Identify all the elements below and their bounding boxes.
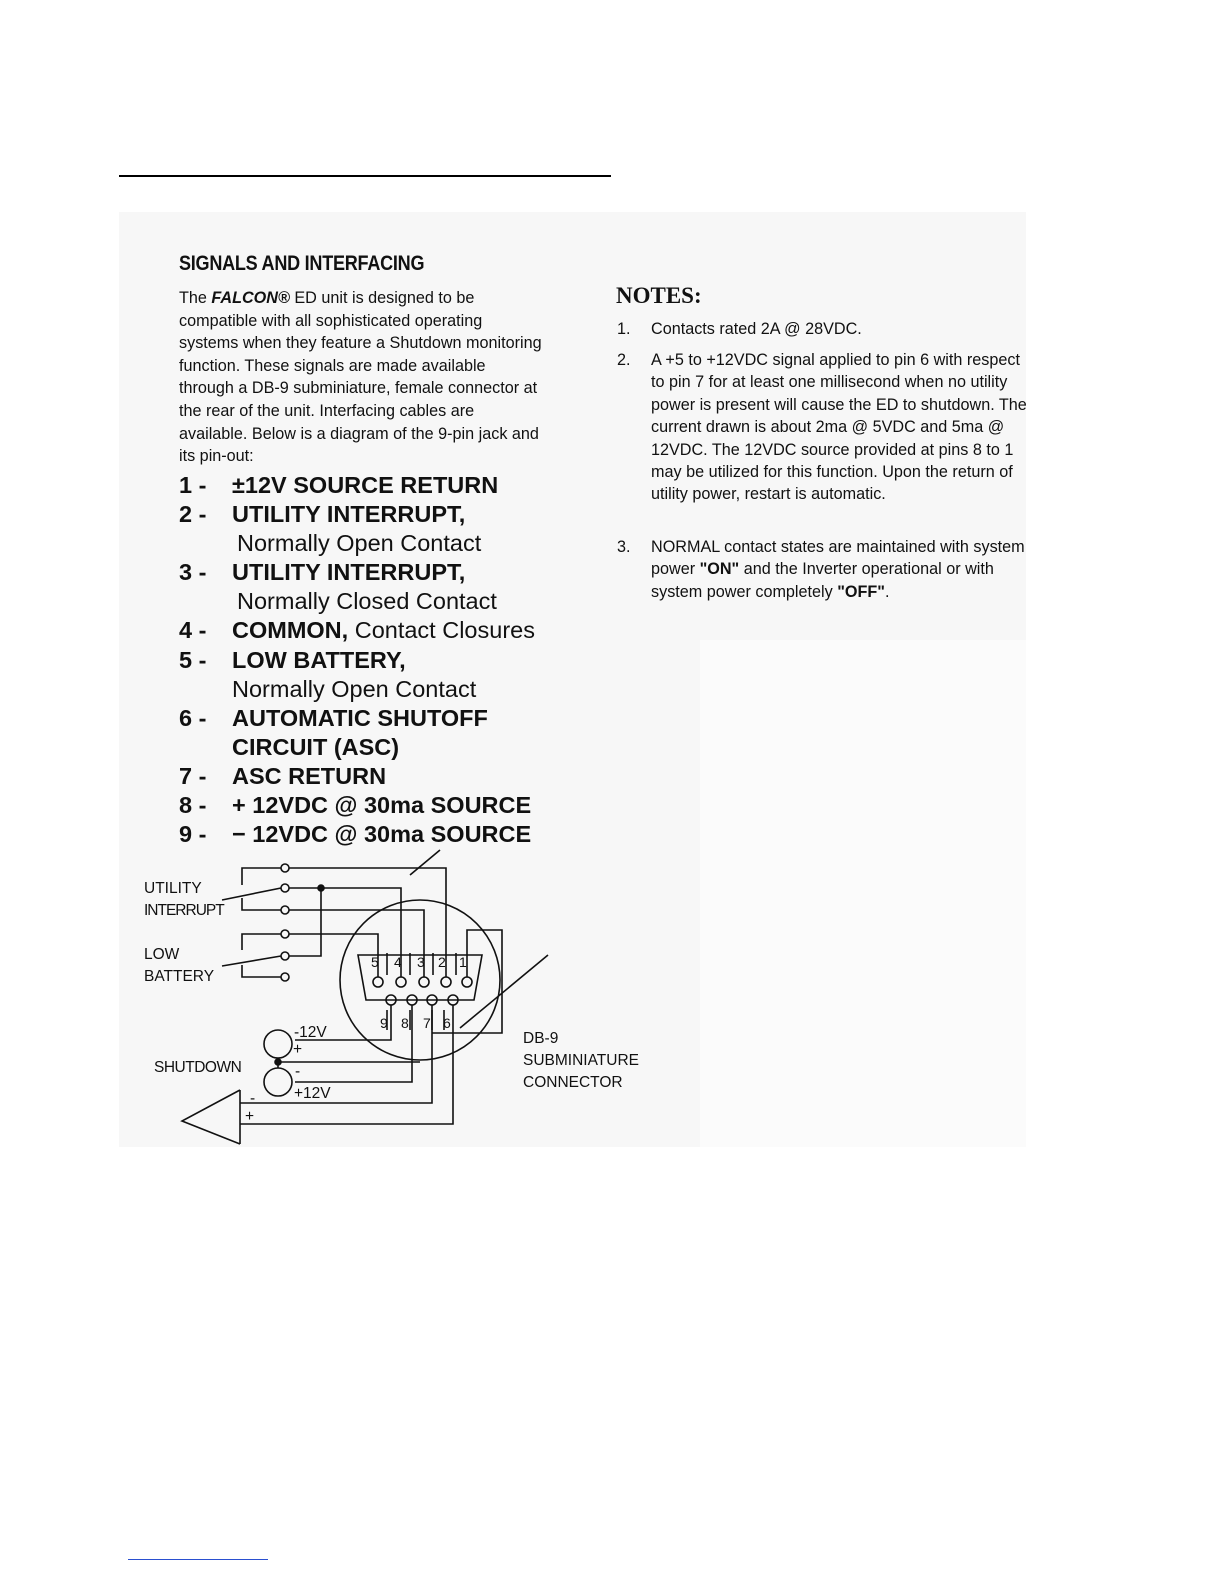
pin-label-6: 6: [443, 1015, 451, 1031]
battery-top-plus: +: [293, 1041, 303, 1058]
intro-paragraph: The FALCON® ED unit is designed to be compatible with all sophisticated operating systems when they feature a Shutdown monitoring function. These signals are made available through a DB-9 subminiature, female connector at the rear of the unit. Interfacing cables are available. Below is a diagram of the 9-pin jack and its pin-out:: [179, 289, 542, 466]
battery-bottom: [264, 1068, 292, 1096]
notes-title: NOTES:: [616, 283, 702, 308]
pin-label-1: 1: [459, 954, 467, 970]
plus-12v-label: +12V: [294, 1085, 331, 1102]
section-heading: SIGNALS AND INTERFACING: [179, 252, 425, 275]
pin-label-3: 3: [417, 954, 425, 970]
shutdown-minus: -: [250, 1090, 256, 1107]
battery-bottom-minus: -: [295, 1063, 301, 1080]
brand-name: FALCON®: [211, 289, 290, 307]
interrupt-label: INTERRUPT: [144, 902, 224, 919]
low-label: LOW: [144, 946, 180, 963]
pin-label-9: 9: [380, 1015, 388, 1031]
pin-label-2: 2: [438, 954, 446, 970]
minus-12v-label: -12V: [294, 1024, 327, 1041]
pin-label-4: 4: [394, 954, 402, 970]
battery-label: BATTERY: [144, 968, 215, 985]
connector-label-2: SUBMINIATURE: [523, 1052, 639, 1069]
wiring-diagram-lines: [130, 850, 710, 1150]
shutdown-label: SHUTDOWN: [154, 1059, 242, 1076]
shutdown-plus: +: [245, 1108, 255, 1125]
utility-label: UTILITY: [144, 880, 202, 897]
header-rule: [119, 175, 611, 177]
pin-label-5: 5: [371, 954, 379, 970]
connector-label-1: DB-9: [523, 1030, 559, 1047]
connector-label-3: CONNECTOR: [523, 1074, 623, 1091]
scan-fade-region: [700, 640, 1026, 1147]
footer-rule: [128, 1559, 268, 1560]
battery-top: [264, 1030, 292, 1058]
pin-label-8: 8: [401, 1015, 409, 1031]
pin-label-7: 7: [423, 1015, 431, 1031]
